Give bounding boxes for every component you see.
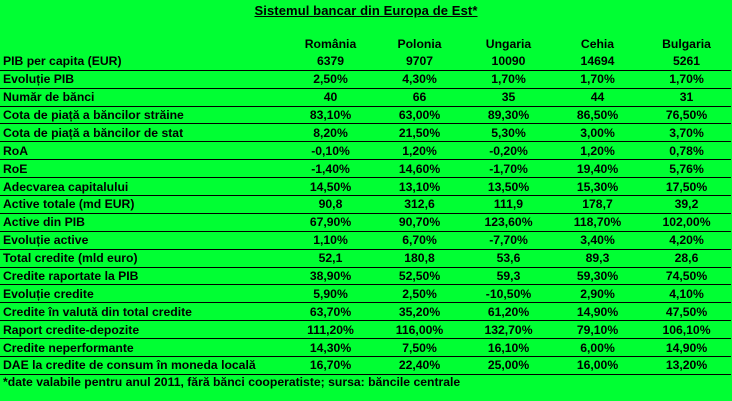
- row-label: Active totale (md EUR): [0, 196, 286, 214]
- table-cell: 52,1: [286, 249, 375, 267]
- table-cell: 35: [464, 88, 553, 106]
- table-cell: 53,6: [464, 249, 553, 267]
- row-label: RoA: [0, 142, 286, 160]
- table-cell: 4,30%: [375, 70, 464, 88]
- table-row: [0, 88, 731, 106]
- table-cell: 312,6: [375, 196, 464, 214]
- table-cell: 61,20%: [464, 303, 553, 321]
- row-label: Evoluție PIB: [0, 70, 286, 88]
- table-cell: 7,50%: [375, 339, 464, 357]
- table-cell: 63,00%: [375, 106, 464, 124]
- table-row: [0, 196, 731, 214]
- table-cell: 14,60%: [375, 160, 464, 178]
- table-row: [0, 53, 731, 70]
- table-cell: 8,20%: [286, 124, 375, 142]
- table-cell: 123,60%: [464, 213, 553, 231]
- table-cell: 3,70%: [642, 124, 731, 142]
- table-cell: -0,20%: [464, 142, 553, 160]
- table-row: [0, 231, 731, 249]
- table-cell: 5,76%: [642, 160, 731, 178]
- table-cell: -1,40%: [286, 160, 375, 178]
- table-cell: 1,10%: [286, 231, 375, 249]
- table-cell: 83,10%: [286, 106, 375, 124]
- table-row: [0, 321, 731, 339]
- table-row: [0, 70, 731, 88]
- row-label: Cota de piață a băncilor străine: [0, 106, 286, 124]
- row-label: Credite raportate la PIB: [0, 267, 286, 285]
- column-header: România: [304, 37, 357, 52]
- table-cell: 22,40%: [375, 357, 464, 375]
- table-cell: 59,30%: [553, 267, 642, 285]
- header-row: [0, 36, 731, 53]
- table-cell: 16,10%: [464, 339, 553, 357]
- table-cell: 44: [553, 88, 642, 106]
- table-title: Sistemul bancar din Europa de Est*: [254, 3, 478, 18]
- table-cell: 1,70%: [464, 70, 553, 88]
- header-label-cell: [0, 36, 286, 53]
- table-cell: 35,20%: [375, 303, 464, 321]
- table-cell: -0,10%: [286, 142, 375, 160]
- row-label: Active din PIB: [0, 213, 286, 231]
- table-cell: 3,40%: [553, 231, 642, 249]
- table-cell: 52,50%: [375, 267, 464, 285]
- table-cell: 90,8: [286, 196, 375, 214]
- table-cell: 1,70%: [553, 70, 642, 88]
- table-cell: 9707: [375, 53, 464, 70]
- table-row: [0, 124, 731, 142]
- row-label: Număr de bănci: [0, 88, 286, 106]
- table-cell: 38,90%: [286, 267, 375, 285]
- table-cell: 2,50%: [286, 70, 375, 88]
- table-cell: 63,70%: [286, 303, 375, 321]
- table-cell: 13,10%: [375, 178, 464, 196]
- row-label: Total credite (mld euro): [0, 249, 286, 267]
- table-row: [0, 285, 731, 303]
- table-cell: -7,70%: [464, 231, 553, 249]
- row-label: Credite în valută din total credite: [0, 303, 286, 321]
- table-cell: 10090: [464, 53, 553, 70]
- row-label: Evoluție active: [0, 231, 286, 249]
- row-label: Evoluție credite: [0, 285, 286, 303]
- table-cell: 180,8: [375, 249, 464, 267]
- table-cell: 76,50%: [642, 106, 731, 124]
- table-row: [0, 106, 731, 124]
- table-cell: 16,00%: [553, 357, 642, 375]
- table-cell: 13,50%: [464, 178, 553, 196]
- table-row: [0, 303, 731, 321]
- table-cell: 5,30%: [464, 124, 553, 142]
- table-cell: 79,10%: [553, 321, 642, 339]
- row-label: Credite neperformante: [0, 339, 286, 357]
- column-header: Polonia: [397, 37, 442, 52]
- table-cell: 132,70%: [464, 321, 553, 339]
- table-cell: 67,90%: [286, 213, 375, 231]
- table-cell: 6,00%: [553, 339, 642, 357]
- table-cell: 59,3: [464, 267, 553, 285]
- table-cell: 31: [642, 88, 731, 106]
- table-cell: 28,6: [642, 249, 731, 267]
- table-cell: 14,30%: [286, 339, 375, 357]
- table-cell: 102,00%: [642, 213, 731, 231]
- table-cell: 16,70%: [286, 357, 375, 375]
- footnote: *date valabile pentru anul 2011, fără bănci cooperatiste; sursa: băncile centrale: [3, 375, 461, 389]
- row-label: PIB per capita (EUR): [0, 53, 286, 70]
- table-row: [0, 339, 731, 357]
- table-cell: 116,00%: [375, 321, 464, 339]
- row-label: DAE la credite de consum în moneda locală: [0, 357, 286, 375]
- table-cell: -10,50%: [464, 285, 553, 303]
- table-cell: 66: [375, 88, 464, 106]
- table-cell: 118,70%: [553, 213, 642, 231]
- table-cell: 25,00%: [464, 357, 553, 375]
- table-cell: 14,90%: [553, 303, 642, 321]
- table-cell: 1,20%: [553, 142, 642, 160]
- table-cell: 14,50%: [286, 178, 375, 196]
- table-cell: 86,50%: [553, 106, 642, 124]
- row-label: RoE: [0, 160, 286, 178]
- table-cell: 1,70%: [642, 70, 731, 88]
- table-cell: 15,30%: [553, 178, 642, 196]
- table-row: [0, 267, 731, 285]
- row-label: Raport credite-depozite: [0, 321, 286, 339]
- table-cell: 74,50%: [642, 267, 731, 285]
- table-cell: 89,30%: [464, 106, 553, 124]
- table-cell: 6,70%: [375, 231, 464, 249]
- table-row: [0, 178, 731, 196]
- bank-data-table: [0, 36, 731, 375]
- table-cell: 1,20%: [375, 142, 464, 160]
- table-cell: 47,50%: [642, 303, 731, 321]
- table-cell: 6379: [286, 53, 375, 70]
- table-cell: 4,10%: [642, 285, 731, 303]
- table-cell: 178,7: [553, 196, 642, 214]
- table-cell: -1,70%: [464, 160, 553, 178]
- table-cell: 111,9: [464, 196, 553, 214]
- table-row: [0, 160, 731, 178]
- table-cell: 39,2: [642, 196, 731, 214]
- row-label: Adecvarea capitalului: [0, 178, 286, 196]
- table-cell: 13,20%: [642, 357, 731, 375]
- table-cell: 111,20%: [286, 321, 375, 339]
- table-row: [0, 357, 731, 375]
- table-row: [0, 249, 731, 267]
- table-row: [0, 142, 731, 160]
- table-cell: 2,50%: [375, 285, 464, 303]
- row-label: Cota de piață a băncilor de stat: [0, 124, 286, 142]
- table-cell: 19,40%: [553, 160, 642, 178]
- column-header: Ungaria: [485, 37, 532, 52]
- table-cell: 89,3: [553, 249, 642, 267]
- table-cell: 2,90%: [553, 285, 642, 303]
- table-cell: 90,70%: [375, 213, 464, 231]
- column-header: Cehia: [580, 37, 615, 52]
- column-header: Bulgaria: [662, 37, 711, 52]
- table-cell: 14694: [553, 53, 642, 70]
- table-row: [0, 213, 731, 231]
- table-cell: 5,90%: [286, 285, 375, 303]
- table-cell: 3,00%: [553, 124, 642, 142]
- table-cell: 0,78%: [642, 142, 731, 160]
- table-cell: 21,50%: [375, 124, 464, 142]
- table-cell: 40: [286, 88, 375, 106]
- table-cell: 17,50%: [642, 178, 731, 196]
- table-cell: 5261: [642, 53, 731, 70]
- table-cell: 106,10%: [642, 321, 731, 339]
- table-cell: 4,20%: [642, 231, 731, 249]
- table-cell: 14,90%: [642, 339, 731, 357]
